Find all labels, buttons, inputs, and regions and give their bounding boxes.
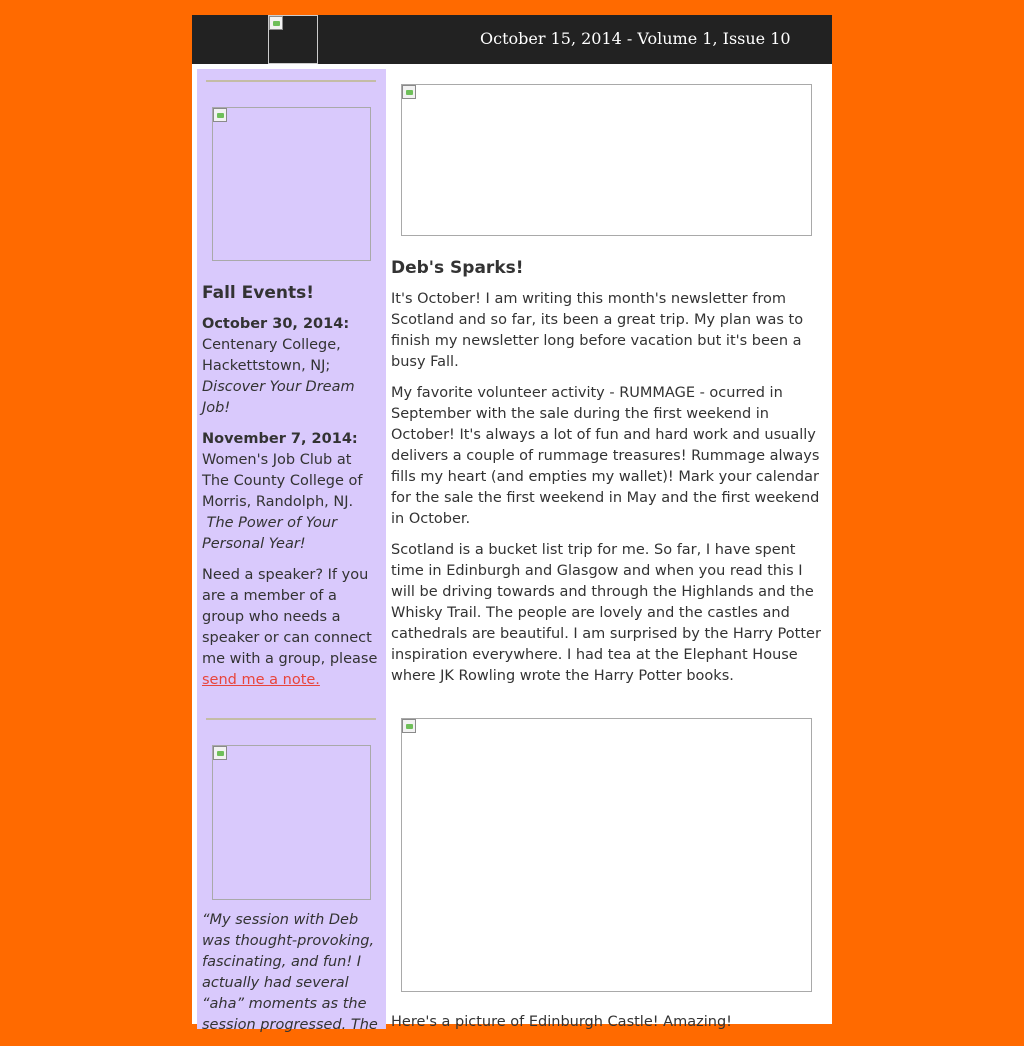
testimonial-section <box>202 910 382 1046</box>
event-item <box>202 429 382 555</box>
article-paragraph: Scotland is a bucket list trip for me. So far, I have spent time in Edinburgh and Glasgow and when you read this I will be driving towards and through the Highlands and the Whisky Trail. The people are lovely and the castles and cathedrals are beautiful. I am surprised by the Harry Potter inspiration everywhere. I had tea at the Elephant House where JK Rowling wrote the Harry Potter books. <box>391 542 821 684</box>
article-heading: Deb's Sparks! <box>391 258 524 278</box>
article-paragraph: It's October! I am writing this month's newsletter from Scotland and so far, its been a great trip. My plan was to finish my newsletter long before vacation but it's been a busy Fall. <box>391 291 804 370</box>
speaker-request <box>202 565 382 691</box>
event-title: Discover Your Dream Job! <box>202 379 355 416</box>
send-note-link[interactable]: send me a note. <box>202 672 320 688</box>
event-date: November 7, 2014: <box>202 431 358 447</box>
speaker-text: Need a speaker? If you are a member of a group who needs a speaker or can connect me with a group, please <box>202 567 378 667</box>
events-heading: Fall Events! <box>202 283 314 303</box>
castle-image <box>401 718 812 992</box>
broken-image-icon <box>269 16 283 30</box>
image-caption: Here's a picture of Edinburgh Castle! Amazing! <box>391 1014 732 1030</box>
newsletter-header <box>192 15 832 64</box>
sidebar-image-top <box>212 107 371 261</box>
event-date: October 30, 2014: <box>202 316 350 332</box>
issue-date-line: October 15, 2014 - Volume 1, Issue 10 <box>480 29 791 48</box>
testimonial-quote: “My session with Deb was thought-provoking, fascinating, and fun! I actually had several “aha” moments as the session progressed. The <box>202 912 378 1033</box>
broken-image-icon <box>213 108 227 122</box>
event-item <box>202 314 382 419</box>
broken-image-icon <box>402 85 416 99</box>
sidebar-divider <box>206 80 376 82</box>
article-paragraph: My favorite volunteer activity - RUMMAGE - ocurred in September with the sale during the first weekend in October! It's always a lot of fun and hard work and usually delivers a couple of rummage treasures! Rummage always fills my heart (and empties my wallet)! Mark your calendar for the sale the first weekend in May and the first weekend in October. <box>391 385 820 527</box>
sidebar <box>197 69 386 1033</box>
sidebar-image-bottom <box>212 745 371 900</box>
broken-image-icon <box>402 719 416 733</box>
main-column <box>391 69 826 1029</box>
event-title: The Power of Your Personal Year! <box>202 515 338 552</box>
image-caption-block <box>391 1012 823 1043</box>
newsletter-container <box>192 15 832 1033</box>
logo-image <box>268 15 318 64</box>
broken-image-icon <box>213 746 227 760</box>
event-location: Centenary College, Hackettstown, NJ; <box>202 337 341 374</box>
article <box>391 257 823 697</box>
sidebar-divider <box>206 718 376 720</box>
banner-image <box>401 84 812 236</box>
events-section <box>202 282 382 701</box>
event-location: Women's Job Club at The County College of Morris, Randolph, NJ. <box>202 452 363 510</box>
